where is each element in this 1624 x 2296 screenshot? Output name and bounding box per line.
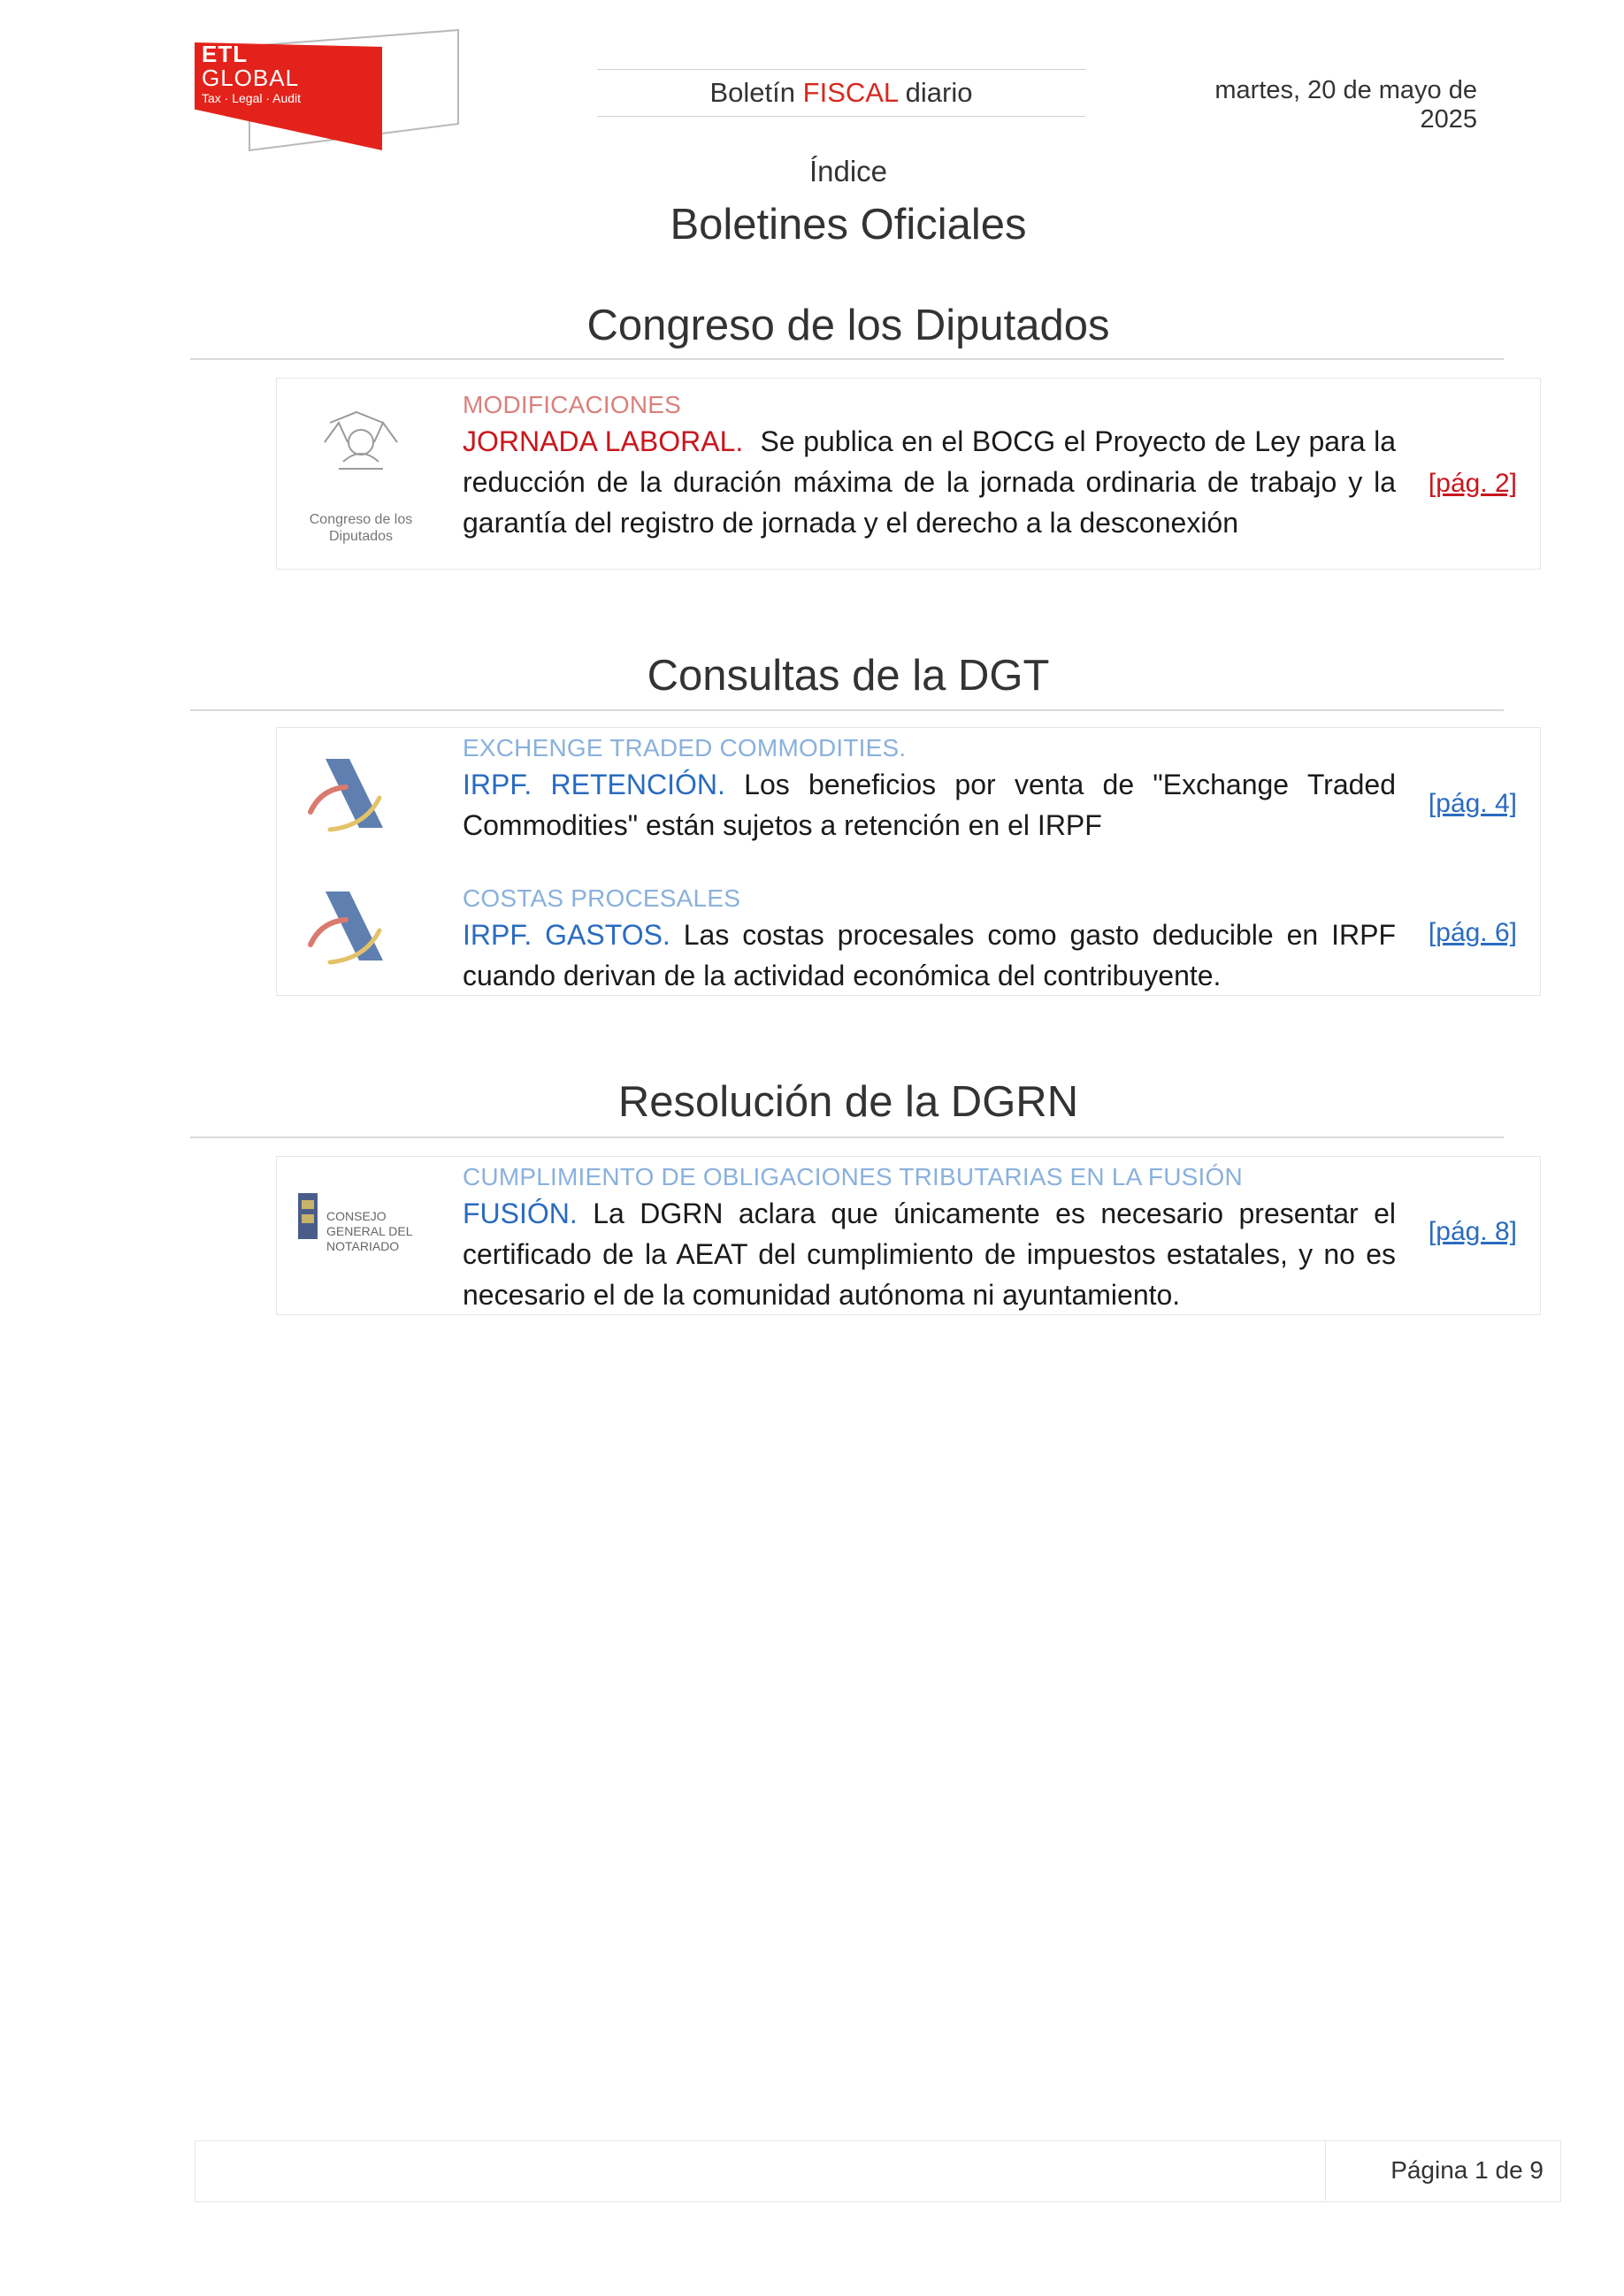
agencia-tributaria-logo [295,883,427,971]
entry-lead: FUSIÓN. [463,1198,578,1229]
entry-body [463,915,1396,996]
consejo-notariado-logo [295,1184,436,1273]
section-title-congreso: Congreso de los Diputados [586,302,1110,349]
list-item [277,883,1540,989]
section-card-congreso [276,378,1541,570]
congreso-logo-caption: Congreso de los Diputados [309,512,413,544]
list-item [277,732,1540,856]
footer-divider [1325,2140,1326,2202]
entry-text: La DGRN aclara que únicamente es necesario presentar el certificado de la AEAT del cumplimiento de impuestos estatales, y no es necesario el de la comunidad autónoma ni ayuntamiento. [463,1198,1397,1311]
entry-body [463,421,1396,543]
entry-lead: IRPF. GASTOS. [463,919,670,951]
notariado-crest-icon [295,1184,321,1255]
entry-text: Se publica en el BOCG el Proyecto de Ley para la reducción de la duración máxima de la jornada ordinaria de trabajo y la garantía del registro de jornada y el derecho a la desconexión [463,425,1397,539]
logo-global: GLOBAL [202,65,300,91]
entry-kicker: MODIFICACIONES [463,391,682,418]
index-label: Índice [808,155,888,188]
logo-tagline: Tax · Legal · Audit [202,91,302,105]
list-item [277,389,1540,557]
bulletin-accent: FISCAL [802,77,899,108]
entry-text: Las costas procesales como gasto deducible en IRPF cuando derivan de la actividad económica del contribuyente. [463,919,1397,991]
congreso-emblem-icon [295,407,427,513]
page-link[interactable]: [pág. 4] [1428,789,1517,818]
notariado-logo-caption: CONSEJO GENERAL DEL NOTARIADO [326,1209,412,1253]
entry-kicker: EXCHENGE TRADED COMMODITIES. [463,734,907,762]
congreso-diputados-logo [295,407,427,544]
page-number: Página 1 de 9 [1390,2156,1544,2184]
section-divider [190,1137,1504,1138]
bulletin-title [597,69,1085,117]
section-title-dgt: Consultas de la DGT [647,652,1050,700]
section-title-dgrn: Resolución de la DGRN [617,1078,1079,1126]
agencia-tributaria-logo [295,750,427,838]
page-link[interactable]: [pág. 8] [1428,1217,1517,1246]
aeat-emblem-icon [295,750,401,838]
bulletin-prefix: Boletín [709,77,796,108]
etl-global-logo [195,27,460,155]
section-divider [190,358,1504,360]
entry-kicker: COSTAS PROCESALES [463,884,741,912]
entry-lead: IRPF. RETENCIÓN. [463,769,725,800]
list-item [277,1161,1540,1311]
entry-kicker: CUMPLIMIENTO DE OBLIGACIONES TRIBUTARIAS EN LA FUSIÓN [463,1163,1243,1190]
page-link[interactable]: [pág. 2] [1428,469,1517,498]
bulletin-date: martes, 20 de mayo de 2025 [1214,76,1477,134]
section-card-dgt [276,727,1541,996]
bulletin-suffix: diario [905,77,973,108]
logo-etl: ETL [202,41,249,67]
entry-body [463,764,1396,846]
entry-lead: JORNADA LABORAL. [463,425,744,457]
index-title: Boletines Oficiales [670,201,1027,249]
section-divider [190,709,1504,711]
aeat-emblem-icon [295,883,401,971]
section-card-dgrn [276,1156,1541,1315]
entry-body [463,1193,1396,1315]
page-link[interactable]: [pág. 6] [1428,918,1517,947]
entry-text: Los beneficios por venta de "Exchange Traded Commodities" están sujetos a retención en el IRPF [463,769,1397,841]
